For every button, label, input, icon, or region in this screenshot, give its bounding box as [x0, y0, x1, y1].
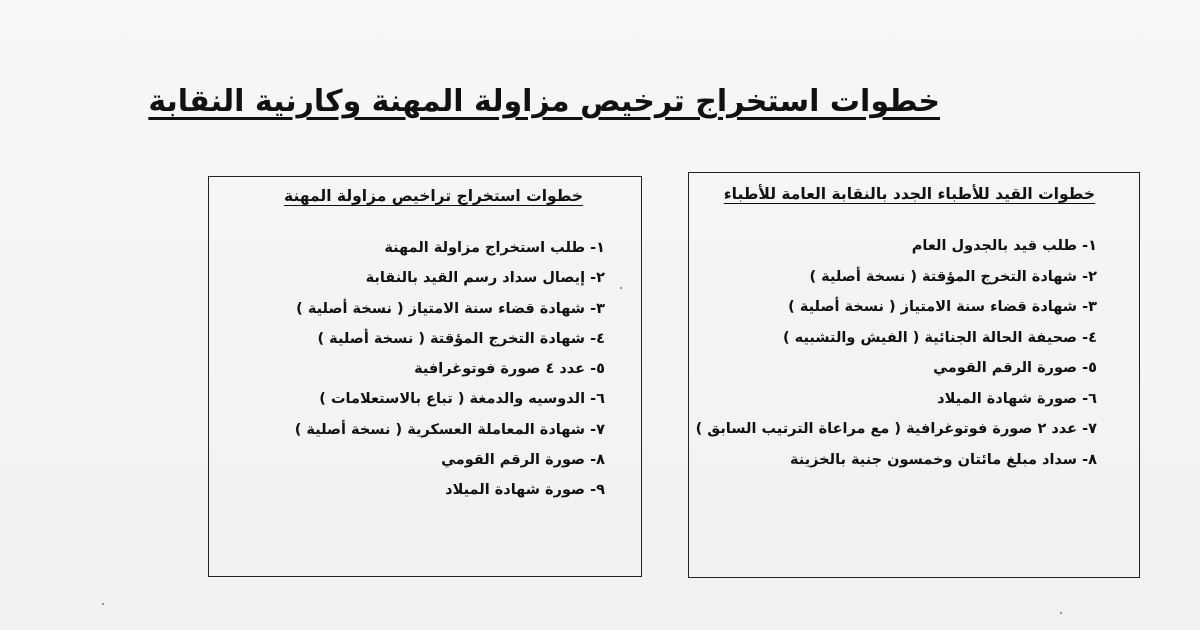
scan-speck	[1060, 612, 1062, 614]
list-item: ٦- صورة شهادة الميلاد	[937, 390, 1097, 407]
list-item: ٩- صورة شهادة الميلاد	[445, 482, 605, 499]
list-item: ٦- الدوسيه والدمغة ( تباع بالاستعلامات )	[319, 391, 605, 408]
page-title: خطوات استخراج ترخيص مزاولة المهنة وكارنية النقابة	[148, 84, 940, 119]
list-item: ٧- شهادة المعاملة العسكرية ( نسخة أصلية )	[294, 421, 605, 438]
list-item: ٨- صورة الرقم القومي	[441, 452, 605, 469]
list-item: ٤- صحيفة الحالة الجنائية ( الفيش والتشبيه )	[782, 329, 1097, 346]
list-item: ٢- إيصال سداد رسم القيد بالنقابة	[365, 270, 605, 287]
list-item: ٤- شهادة التخرج المؤقتة ( نسخة أصلية )	[317, 330, 605, 347]
list-item: ١- طلب قيد بالجدول العام	[911, 238, 1097, 254]
license-box-heading: خطوات استخراج تراخيص مزاولة المهنة	[284, 187, 583, 205]
list-item: ٥- عدد ٤ صورة فوتوغرافية	[414, 361, 605, 378]
syndicate-box-heading: خطوات القيد للأطباء الجدد بالنقابة العامة للأطباء	[723, 185, 1095, 203]
syndicate-requirements-list	[696, 231, 1097, 475]
syndicate-registration-box	[688, 172, 1140, 578]
list-item: ٨- سداد مبلغ مائتان وخمسون جنية بالخزينة	[790, 451, 1097, 468]
list-item: ٧- عدد ٢ صورة فوتوغرافية ( مع مراعاة الترتيب السابق )	[695, 421, 1097, 437]
license-requirements-box	[208, 176, 642, 577]
scan-speck	[620, 287, 622, 289]
list-item: ٥- صورة الرقم القومي	[933, 360, 1097, 376]
list-item: ٣- شهادة قضاء سنة الامتياز ( نسخة أصلية )	[296, 300, 605, 317]
scan-speck	[102, 603, 104, 605]
license-requirements-list	[295, 233, 605, 506]
list-item: ١- طلب استخراج مزاولة المهنة	[384, 240, 605, 256]
list-item: ٣- شهادة قضاء سنة الامتياز ( نسخة أصلية )	[788, 299, 1097, 315]
list-item: ٢- شهادة التخرج المؤقتة ( نسخة أصلية )	[809, 268, 1097, 285]
